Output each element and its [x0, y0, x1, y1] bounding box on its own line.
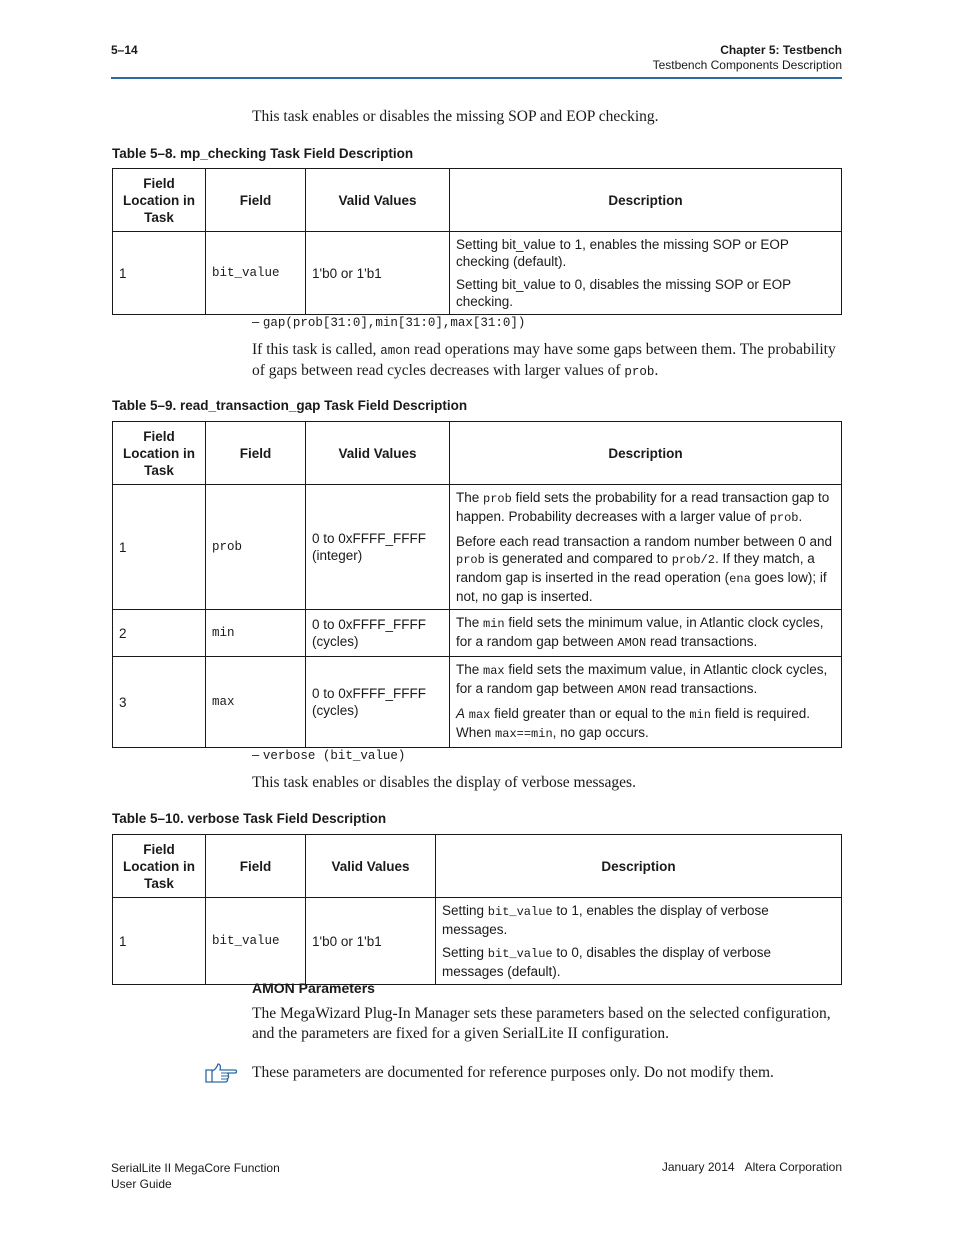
text-run: read transactions. — [649, 634, 758, 649]
field-cell: bit_value — [206, 898, 306, 985]
code-run: prob/2 — [671, 553, 715, 567]
column-header: Field — [206, 835, 306, 898]
dash-bullet: – — [252, 314, 260, 329]
table-header-row — [113, 835, 842, 898]
values-cell: 1'b0 or 1'b1 — [306, 898, 436, 985]
footer-date: January 2014 — [661, 1160, 735, 1174]
code-run: prob — [769, 511, 799, 525]
table2-caption: Table 5–9. read_transaction_gap Task Field Description — [112, 398, 468, 413]
description-text — [456, 533, 835, 605]
footer-publisher — [662, 1160, 842, 1174]
text-run: If this task is called, — [252, 341, 377, 358]
table-verbose — [112, 834, 842, 985]
code-run: prob — [624, 365, 655, 379]
field-cell: max — [206, 657, 306, 748]
code-run: amon — [380, 344, 411, 358]
text-run: Before each read transaction a random number between 0 and — [456, 534, 832, 549]
code-run: AMON — [617, 683, 647, 697]
description-text — [456, 661, 835, 699]
description-text — [456, 705, 835, 743]
code-run: AMON — [617, 636, 647, 650]
column-header: Description — [450, 169, 842, 232]
description-cell — [450, 232, 842, 315]
footer-line: SerialLite II MegaCore Function — [111, 1161, 280, 1175]
text-run: read operations may have some gaps between them. The probability of gaps between read cycles decreases with larger values of — [252, 341, 836, 379]
values-cell: 0 to 0xFFFF_FFFF (integer) — [306, 485, 450, 610]
footer-company: Altera Corporation — [744, 1160, 842, 1174]
table-header-row — [113, 422, 842, 485]
text-run: to 1, enables the display of verbose messages. — [442, 903, 769, 937]
header-rule — [111, 77, 842, 79]
text-run: . — [798, 509, 803, 524]
column-header: Description — [450, 422, 842, 485]
gap-task-paragraph — [252, 340, 842, 382]
description-cell — [436, 898, 842, 985]
text-run: The — [456, 615, 480, 630]
text-run: . If they match, a random gap is inserted in the read operation ( — [456, 551, 815, 585]
running-header — [653, 43, 842, 73]
text-run: field greater than or equal to the — [494, 706, 686, 721]
description-text — [442, 902, 835, 938]
column-header: Field — [206, 422, 306, 485]
description-text — [442, 944, 835, 980]
code-run: min — [689, 708, 711, 722]
text-run: , no gap occurs. — [552, 725, 649, 740]
text-run: read transactions. — [649, 681, 758, 696]
text-run: goes low); if not, no gap is inserted. — [456, 570, 827, 604]
dash-bullet: – — [252, 747, 260, 762]
table-row — [113, 610, 842, 657]
code-run: max — [468, 708, 491, 722]
footer-document-title — [111, 1160, 280, 1192]
intro-paragraph: This task enables or disables the missing SOP and EOP checking. — [252, 108, 659, 125]
chapter-title: Chapter 5: Testbench — [720, 43, 842, 57]
text-run: field sets the maximum value, in Atlantic clock cycles, for a random gap between — [456, 662, 828, 696]
verbose-task-signature — [252, 747, 405, 763]
description-cell — [450, 610, 842, 657]
values-cell: 0 to 0xFFFF_FFFF (cycles) — [306, 657, 450, 748]
column-header: Field Location in Task — [113, 422, 206, 485]
description-text — [456, 614, 835, 652]
table-row — [113, 232, 842, 315]
column-header: Field — [206, 169, 306, 232]
table3-caption: Table 5–10. verbose Task Field Description — [112, 811, 387, 826]
values-cell: 1'b0 or 1'b1 — [306, 232, 450, 315]
text-run: to 0, disables the display of verbose messages (default). — [442, 945, 772, 979]
location-cell: 1 — [113, 232, 206, 315]
location-cell: 1 — [113, 485, 206, 610]
table1-caption: Table 5–8. mp_checking Task Field Description — [112, 146, 414, 161]
gap-task-signature — [252, 314, 525, 330]
text-run: field is required. When — [456, 706, 810, 740]
description-cell — [450, 657, 842, 748]
table-row — [113, 485, 842, 610]
field-cell: prob — [206, 485, 306, 610]
values-cell: 0 to 0xFFFF_FFFF (cycles) — [306, 610, 450, 657]
column-header: Description — [436, 835, 842, 898]
column-header: Field Location in Task — [113, 169, 206, 232]
table-header-row — [113, 169, 842, 232]
amon-parameters-paragraph: The MegaWizard Plug-In Manager sets these parameters based on the selected configuration, and the parameters are fixed for a given SerialLite II configuration. — [252, 1005, 831, 1042]
column-header: Field Location in Task — [113, 835, 206, 898]
footer-line: User Guide — [111, 1177, 172, 1191]
text-run: The — [456, 490, 480, 505]
code-run: bit_value — [487, 947, 553, 961]
code-run: min — [483, 617, 505, 631]
amon-parameters-heading: AMON Parameters — [252, 980, 375, 996]
location-cell: 2 — [113, 610, 206, 657]
pointing-hand-icon — [204, 1062, 238, 1084]
code-run: bit_value — [487, 905, 553, 919]
field-cell: min — [206, 610, 306, 657]
text-run: Setting — [442, 945, 485, 960]
text-run: The — [456, 662, 480, 677]
description-cell — [450, 485, 842, 610]
text-run: Setting — [442, 903, 485, 918]
page-number: 5–14 — [111, 43, 138, 57]
description-text: Setting bit_value to 1, enables the missing SOP or EOP checking (default). — [456, 237, 789, 269]
text-run: field sets the probability for a read transaction gap to happen. Probability decreases with a larger value of — [456, 490, 830, 524]
description-text: Setting bit_value to 0, disables the missing SOP or EOP checking. — [456, 277, 791, 309]
section-title: Testbench Components Description — [652, 58, 842, 72]
gap-signature-code: gap(prob[31:0],min[31:0],max[31:0]) — [262, 316, 526, 330]
column-header: Valid Values — [306, 835, 436, 898]
table-row — [113, 898, 842, 985]
location-cell: 1 — [113, 898, 206, 985]
text-run: field sets the minimum value, in Atlantic clock cycles, for a random gap between — [456, 615, 824, 649]
description-text — [456, 489, 835, 527]
table-mp-checking — [112, 168, 842, 315]
code-run: prob — [456, 553, 485, 567]
code-run: prob — [483, 492, 512, 506]
column-header: Valid Values — [306, 169, 450, 232]
text-run: is generated and compared to — [488, 551, 668, 566]
verbose-task-paragraph: This task enables or disables the display of verbose messages. — [252, 774, 636, 791]
verbose-signature-code: verbose (bit_value) — [262, 749, 406, 763]
text-run: A — [456, 706, 466, 721]
text-run: . — [654, 362, 659, 379]
code-run: max — [483, 664, 505, 678]
code-run: ena — [729, 572, 751, 586]
table-read-transaction-gap — [112, 421, 842, 748]
table-row — [113, 657, 842, 748]
note-text: These parameters are documented for reference purposes only. Do not modify them. — [252, 1064, 774, 1081]
field-cell: bit_value — [206, 232, 306, 315]
column-header: Valid Values — [306, 422, 450, 485]
code-run: max==min — [495, 727, 553, 741]
location-cell: 3 — [113, 657, 206, 748]
